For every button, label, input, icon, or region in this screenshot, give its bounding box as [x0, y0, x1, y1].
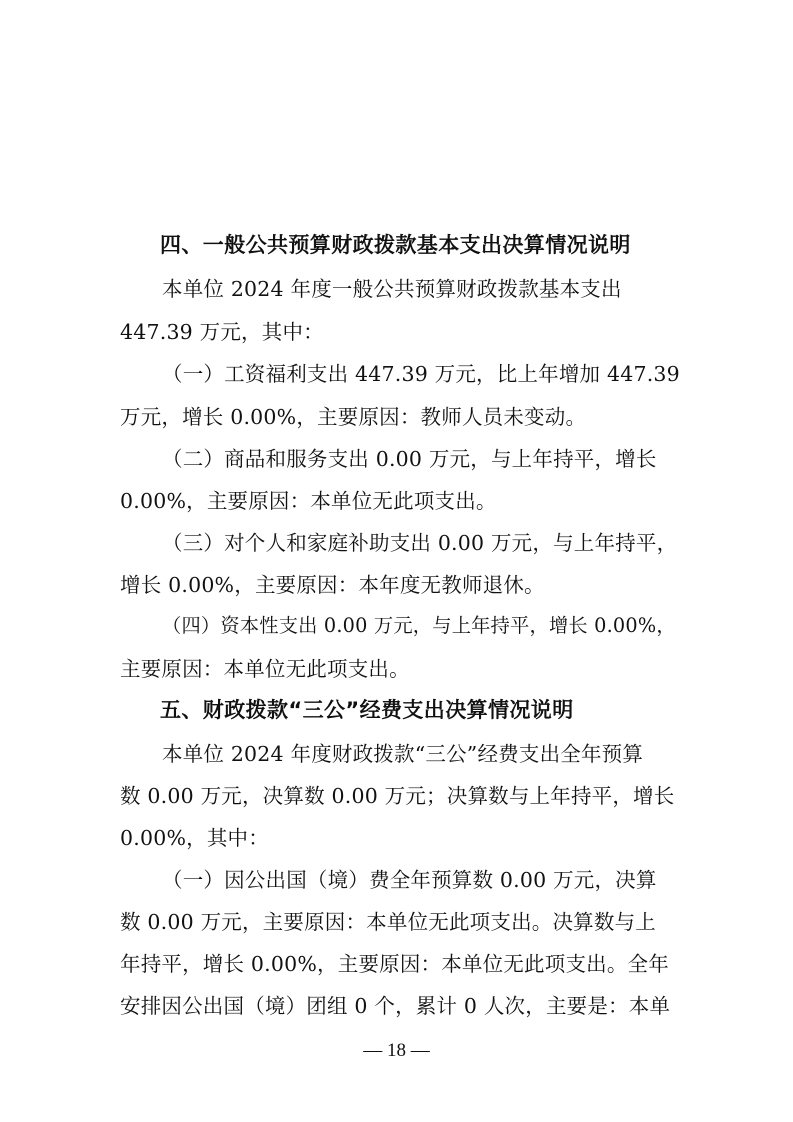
section4-heading: 四、一般公共预算财政拨款基本支出决算情况说明: [160, 233, 631, 257]
section4-item3-line-1: （三）对个人和家庭补助支出 0.00 万元，与上年持平，: [162, 531, 678, 555]
section4-item3-line-2: 增长 0.00%，主要原因：本年度无教师退休。: [120, 573, 545, 597]
section5-intro-line-2: 数 0.00 万元，决算数 0.00 万元；决算数与上年持平，增长: [120, 784, 675, 808]
section5-item1-line-2: 数 0.00 万元，主要原因：本单位无此项支出。决算数与上: [120, 910, 656, 934]
page-number: — 18 —: [363, 1040, 430, 1061]
section4-item2-line-1: （二）商品和服务支出 0.00 万元，与上年持平，增长: [162, 447, 657, 471]
section4-item1-line-1: （一）工资福利支出 447.39 万元，比上年增加 447.39: [162, 362, 680, 386]
section5-item1-line-4: 安排因公出国（境）团组 0 个，累计 0 人次，主要是：本单: [120, 994, 671, 1018]
section4-item1-line-2: 万元，增长 0.00%，主要原因：教师人员未变动。: [120, 405, 587, 429]
section4-item4-line-1: （四）资本性支出 0.00 万元，与上年持平，增长 0.00%，: [162, 614, 676, 637]
section5-intro-line-1: 本单位 2024 年度财政拨款“三公”经费支出全年预算: [162, 742, 644, 766]
section4-intro-line-1: 本单位 2024 年度一般公共预算财政拨款基本支出: [162, 277, 622, 301]
section5-heading: 五、财政拨款“三公”经费支出决算情况说明: [160, 698, 574, 722]
section4-item4-line-2: 主要原因：本单位无此项支出。: [120, 657, 410, 681]
section4-item2-line-2: 0.00%，主要原因：本单位无此项支出。: [120, 489, 497, 513]
section5-item1-line-1: （一）因公出国（境）费全年预算数 0.00 万元，决算: [162, 868, 657, 892]
section5-item1-line-3: 年持平，增长 0.00%，主要原因：本单位无此项支出。全年: [120, 952, 669, 976]
section5-intro-line-3: 0.00%，其中：: [120, 826, 269, 850]
section4-intro-line-2: 447.39 万元，其中：: [120, 320, 324, 344]
